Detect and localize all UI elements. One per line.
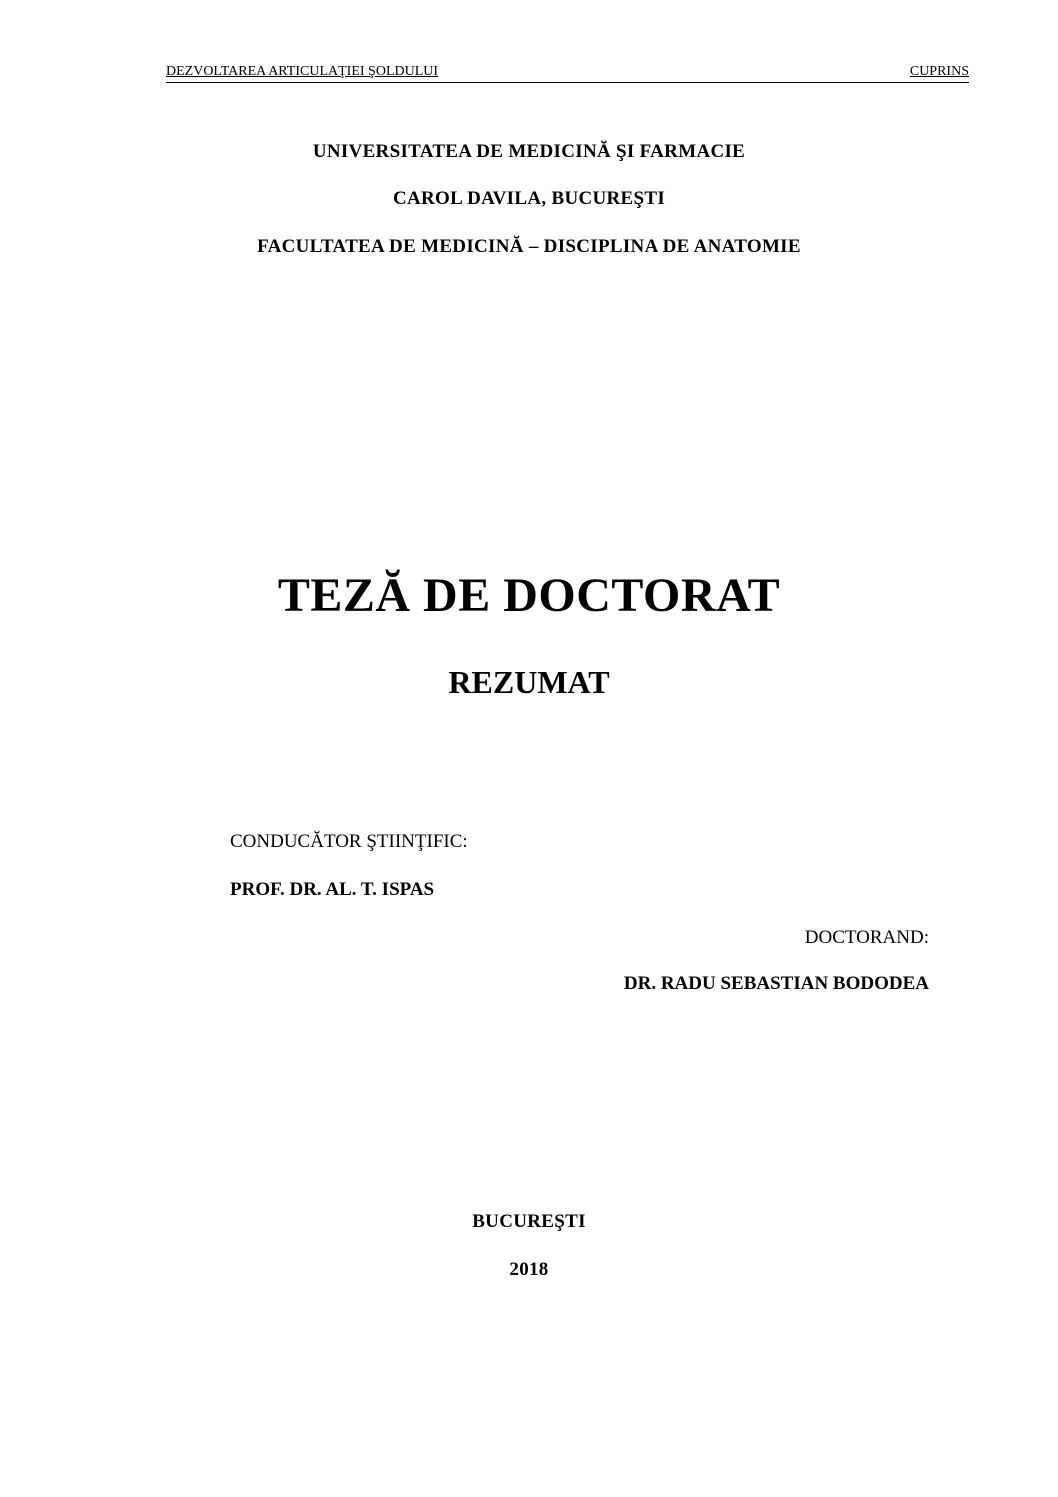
header-right-section: CUPRINS (909, 64, 969, 79)
thesis-subtitle: REZUMAT (448, 664, 610, 700)
candidate-name: DR. RADU SEBASTIAN BODODEA (623, 973, 929, 994)
place: BUCUREŞTI (472, 1211, 586, 1232)
institution-line-3: FACULTATEA DE MEDICINĂ – DISCIPLINA DE ANATOMIE (257, 236, 801, 257)
running-header (166, 62, 969, 83)
candidate-label: DOCTORAND: (804, 927, 929, 948)
supervisor-name: PROF. DR. AL. T. ISPAS (230, 879, 435, 900)
year: 2018 (509, 1259, 549, 1280)
institution-line-2: CAROL DAVILA, BUCUREŞTI (392, 188, 666, 209)
thesis-title: TEZĂ DE DOCTORAT (277, 569, 781, 622)
header-left-title: DEZVOLTAREA ARTICULAŢIEI ŞOLDULUI (166, 64, 439, 79)
supervisor-label: CONDUCĂTOR ŞTIINŢIFIC: (230, 831, 468, 852)
institution-line-1: UNIVERSITATEA DE MEDICINĂ ŞI FARMACIE (312, 141, 746, 162)
